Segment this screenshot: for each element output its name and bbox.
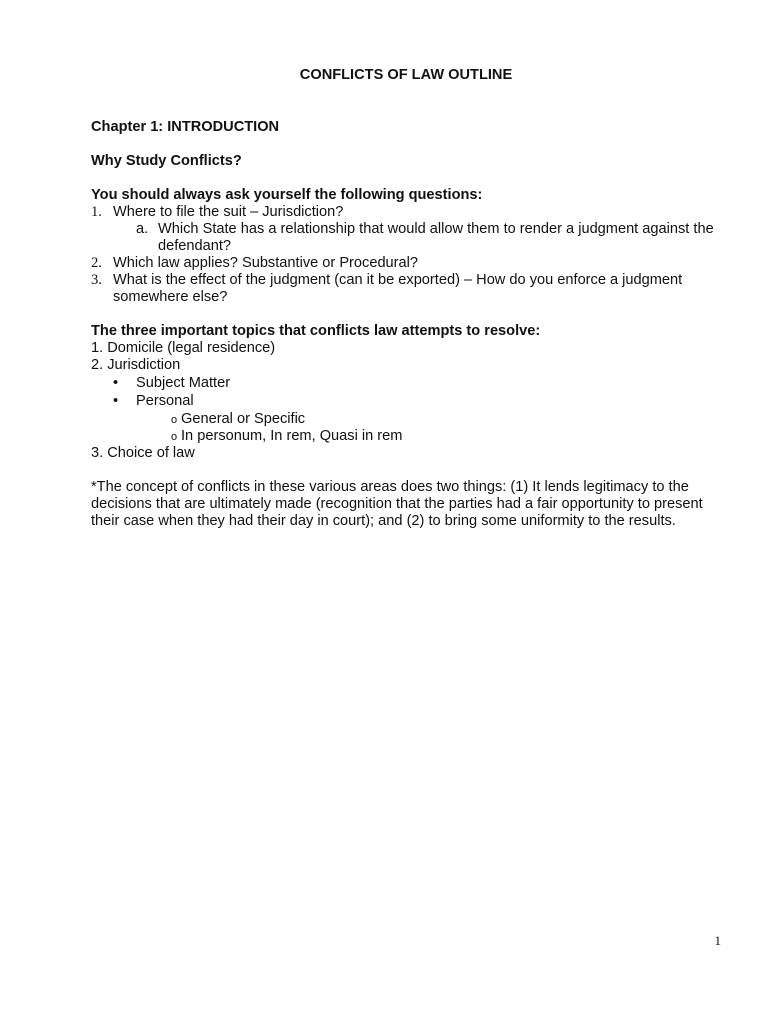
document-title: CONFLICTS OF LAW OUTLINE xyxy=(299,67,513,83)
question-item xyxy=(91,255,731,272)
why-heading: Why Study Conflicts? xyxy=(91,153,242,169)
circle-bullet-icon: o xyxy=(171,431,178,443)
chapter-heading: Chapter 1: INTRODUCTION xyxy=(91,119,280,135)
questions-heading: You should always ask yourself the following questions: xyxy=(91,187,483,203)
question-item xyxy=(91,204,731,221)
question-item xyxy=(91,272,731,306)
note-paragraph: *The concept of conflicts in these various areas does two things: (1) It lends legitimacy to the decisions that are ultimately made (recognition that the parties had a fair opportunity to present their case when they had their day in court); and (2) to bring some uniformity to the results. xyxy=(91,479,703,529)
bullet-item xyxy=(91,375,731,392)
bullet-icon: • xyxy=(113,375,119,391)
page-number: 1 xyxy=(714,933,721,948)
question-text: What is the effect of the judgment (can it be exported) – How do you enforce a judgment somewhere else? xyxy=(113,272,683,305)
question-number: 2. xyxy=(91,255,102,271)
topics-heading: The three important topics that conflicts law attempts to resolve: xyxy=(91,323,541,339)
bullet-item xyxy=(91,393,731,410)
sub-question-text: Which State has a relationship that would allow them to render a judgment against the defendant? xyxy=(158,221,714,254)
question-number: 1. xyxy=(91,204,102,220)
question-text: Where to file the suit – Jurisdiction? xyxy=(113,204,344,220)
sub-bullet-item xyxy=(91,428,731,445)
sub-question-item xyxy=(91,221,731,255)
topic-item: 3. Choice of law xyxy=(91,445,195,461)
document-body xyxy=(91,119,731,530)
circle-bullet-icon: o xyxy=(171,414,178,426)
topic-item: 2. Jurisdiction xyxy=(91,357,181,373)
sub-bullet-text: In personum, In rem, Quasi in rem xyxy=(181,428,403,444)
sub-bullet-item xyxy=(91,411,731,428)
topic-item: 1. Domicile (legal residence) xyxy=(91,340,276,356)
bullet-text: Personal xyxy=(136,393,194,409)
sub-question-label: a. xyxy=(136,221,149,237)
sub-bullet-text: General or Specific xyxy=(181,411,306,427)
bullet-icon: • xyxy=(113,393,119,409)
question-text: Which law applies? Substantive or Procedural? xyxy=(113,255,419,271)
question-number: 3. xyxy=(91,272,102,288)
bullet-text: Subject Matter xyxy=(136,375,231,391)
